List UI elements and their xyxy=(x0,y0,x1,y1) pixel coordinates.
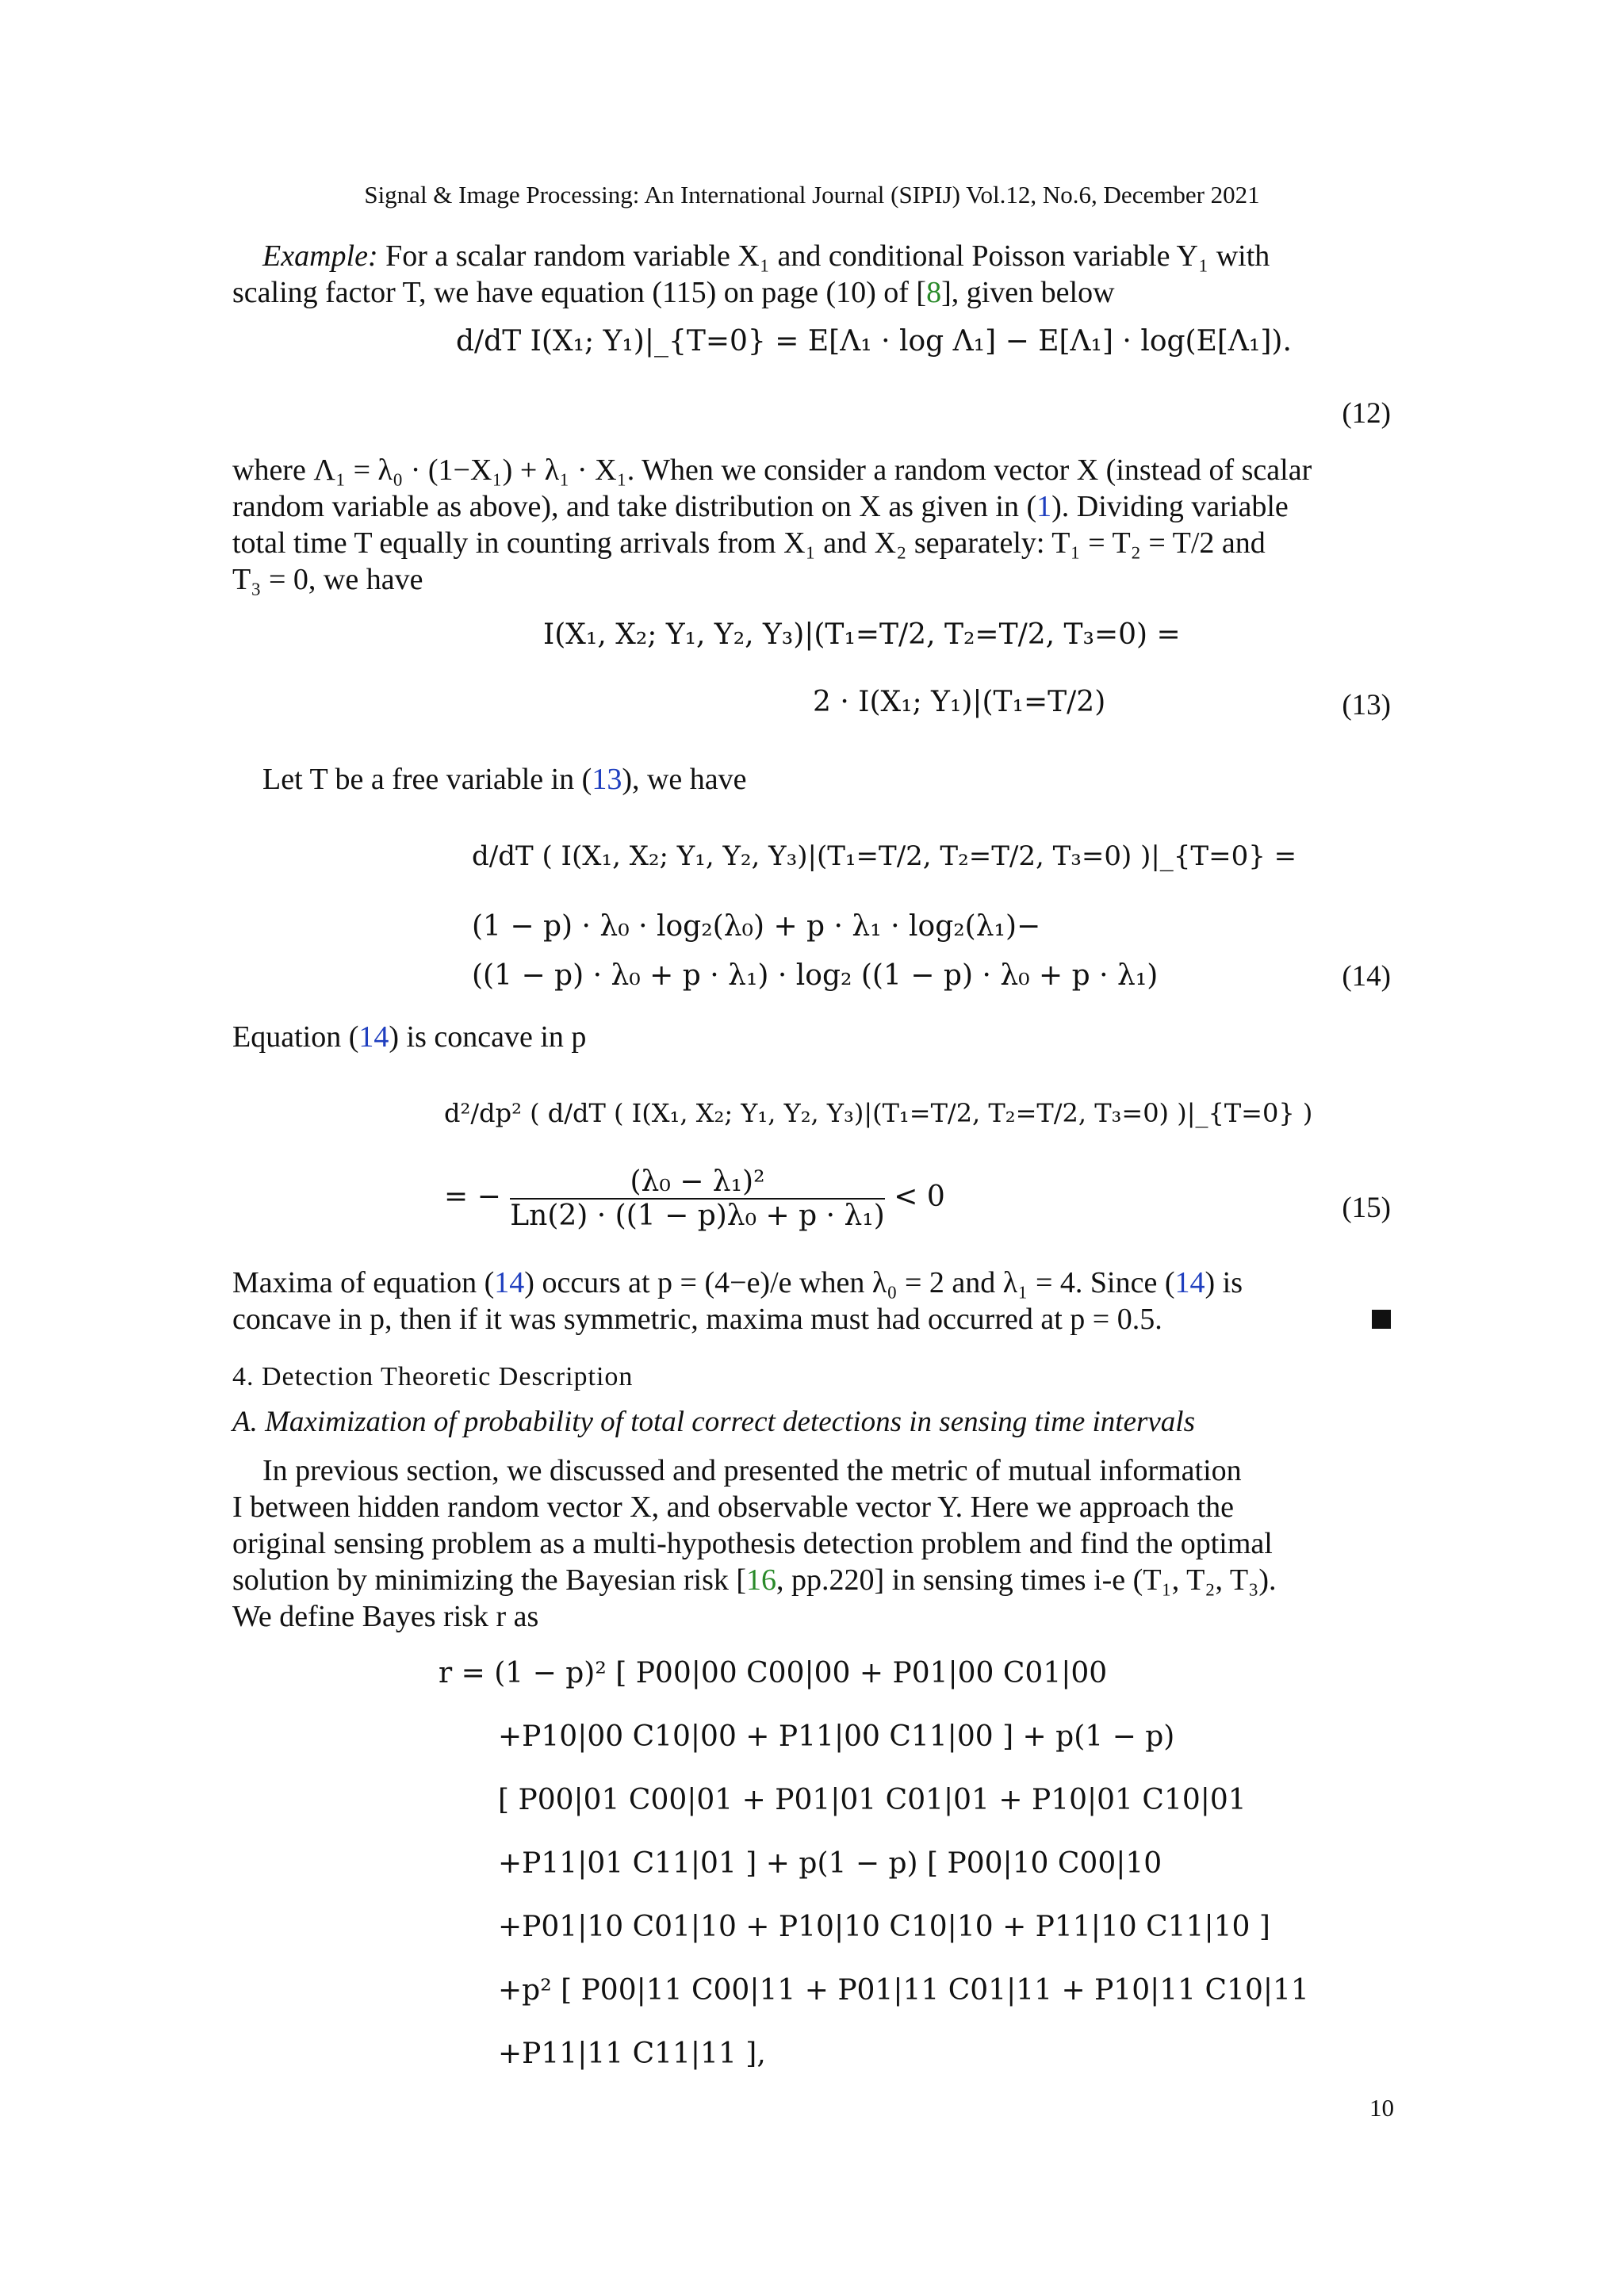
section-heading: 4. Detection Theoretic Description xyxy=(232,1362,634,1391)
para6-line5: We define Bayes risk r as xyxy=(232,1600,539,1633)
para5-b: ) occurs at p = (4−e)/e when λ₀ = 2 and λ₁ = 4. Since ( xyxy=(524,1266,1175,1299)
example-line1: For a scalar random variable X₁ and conditional Poisson variable Y₁ with xyxy=(385,239,1270,273)
para3-b: ), we have xyxy=(622,763,747,796)
paragraph-detection xyxy=(232,1452,1394,1635)
para2-line3: total time T equally in counting arrivals from X₁ and X₂ separately: T₁ = T₂ = T/2 and xyxy=(232,526,1266,560)
equation-link-13[interactable]: 13 xyxy=(592,763,622,796)
para2-line4: T₃ = 0, we have xyxy=(232,563,423,596)
paragraph-concave xyxy=(232,1019,1394,1055)
subsection-heading: A. Maximization of probability of total correct detections in sensing time intervals xyxy=(232,1406,1195,1438)
bayes-risk-line5: +P01|10 C01|10 + P10|10 C10|10 + P11|10 C11|10 ] xyxy=(498,1911,1270,1943)
bayes-risk-line1: r = (1 − p)² [ P00|00 C00|00 + P01|00 C01|00 xyxy=(439,1657,1108,1689)
equation-15-line2 xyxy=(444,1165,945,1232)
para2-line2-a: random variable as above), and take distribution on X as given in ( xyxy=(232,490,1037,523)
equation-link-14b[interactable]: 14 xyxy=(1174,1266,1205,1299)
para6-line2: I between hidden random vector X, and observable vector Y. Here we approach the xyxy=(232,1490,1234,1524)
equation-15-inequality: < 0 xyxy=(894,1181,945,1213)
equation-13-number: (13) xyxy=(1342,689,1391,721)
equation-14-line2: (1 − p) · λ₀ · log₂(λ₀) + p · λ₁ · log₂(λ₁)− xyxy=(472,910,1041,943)
equation-12-rhs: = E[Λ₁ · log Λ₁] − E[Λ₁] · log(E[Λ₁]). xyxy=(775,325,1292,358)
example-paragraph xyxy=(232,238,1394,311)
equation-15-minus: = − xyxy=(444,1181,501,1213)
equation-14-number: (14) xyxy=(1342,960,1391,993)
para6-line3: original sensing problem as a multi-hypothesis detection problem and find the optimal xyxy=(232,1527,1273,1560)
bayes-risk-line2: +P10|00 C10|00 + P11|00 C11|00 ] + p(1 − p) xyxy=(498,1720,1175,1753)
bayes-risk-line3: [ P00|01 C00|01 + P01|01 C01|01 + P10|01 C10|01 xyxy=(498,1784,1247,1816)
para6-line4-b: , pp.220] in sensing times i-e (T₁, T₂, T₃). xyxy=(776,1563,1277,1597)
para2-line1: where Λ₁ = λ₀ · (1−X₁) + λ₁ · X₁. When we consider a random vector X (instead of scalar xyxy=(232,453,1312,487)
para5-line2: concave in p, then if it was symmetric, maxima must had occurred at p = 0.5. xyxy=(232,1303,1162,1336)
equation-15-number: (15) xyxy=(1342,1192,1391,1224)
running-header: Signal & Image Processing: An International Journal (SIPIJ) Vol.12, No.6, December 2021 xyxy=(364,181,1260,209)
para5-c: ) is xyxy=(1205,1266,1243,1299)
bayes-risk-line6: +p² [ P00|11 C00|11 + P01|11 C01|11 + P10|11 C10|11 xyxy=(498,1974,1309,2007)
equation-15-line1: d²/dp² ( d/dT ( I(X₁, X₂; Y₁, Y₂, Y₃)|(T₁=T/2, T₂=T/2, T₃=0) )|_{T=0} ) xyxy=(444,1098,1313,1128)
equation-14-line1: d/dT ( I(X₁, X₂; Y₁, Y₂, Y₃)|(T₁=T/2, T₂=T/2, T₃=0) )|_{T=0} = xyxy=(472,840,1297,872)
example-line2-a: scaling factor T, we have equation (115) on page (10) of [ xyxy=(232,276,927,309)
para5-a: Maxima of equation ( xyxy=(232,1266,495,1299)
equation-15-numerator: (λ₀ − λ₁)² xyxy=(510,1165,885,1200)
equation-link-14a[interactable]: 14 xyxy=(494,1266,525,1299)
equation-15-fraction xyxy=(510,1165,885,1232)
example-label: Example: xyxy=(262,239,378,273)
equation-12 xyxy=(456,325,1292,358)
equation-link-1[interactable]: 1 xyxy=(1036,490,1052,523)
equation-link-14[interactable]: 14 xyxy=(358,1020,389,1054)
bayes-risk-line4: +P11|01 C11|01 ] + p(1 − p) [ P00|10 C00|10 xyxy=(498,1847,1162,1880)
equation-13-line2: 2 · I(X₁; Y₁)|(T₁=T/2) xyxy=(813,686,1106,718)
equation-12-number: (12) xyxy=(1342,397,1391,430)
para6-line1: In previous section, we discussed and presented the metric of mutual information xyxy=(262,1454,1242,1487)
para4-a: Equation ( xyxy=(232,1020,359,1054)
para6-line4-a: solution by minimizing the Bayesian risk [ xyxy=(232,1563,747,1597)
equation-12-lhs: d/dT I(X₁; Y₁)|_{T=0} xyxy=(456,325,766,358)
paragraph-maxima xyxy=(232,1265,1394,1337)
citation-link-8[interactable]: 8 xyxy=(926,276,942,309)
qed-square-icon xyxy=(1372,1310,1391,1329)
citation-link-16[interactable]: 16 xyxy=(746,1563,777,1597)
example-line2-b: ], given below xyxy=(941,276,1115,309)
equation-15-denominator: Ln(2) · ((1 − p)λ₀ + p · λ₁) xyxy=(510,1200,885,1232)
para4-b: ) is concave in p xyxy=(389,1020,587,1054)
paragraph-random-vector xyxy=(232,452,1394,598)
para2-line2-b: ). Dividing variable xyxy=(1051,490,1289,523)
page-number: 10 xyxy=(1369,2094,1394,2122)
bayes-risk-line7: +P11|11 C11|11 ], xyxy=(498,2038,766,2070)
paragraph-free-variable xyxy=(232,761,1394,798)
equation-13-line1: I(X₁, X₂; Y₁, Y₂, Y₃)|(T₁=T/2, T₂=T/2, T₃=0) = xyxy=(543,618,1181,651)
equation-14-line3: ((1 − p) · λ₀ + p · λ₁) · log₂ ((1 − p) · λ₀ + p · λ₁) xyxy=(472,959,1159,992)
para3-a: Let T be a free variable in ( xyxy=(262,763,592,796)
